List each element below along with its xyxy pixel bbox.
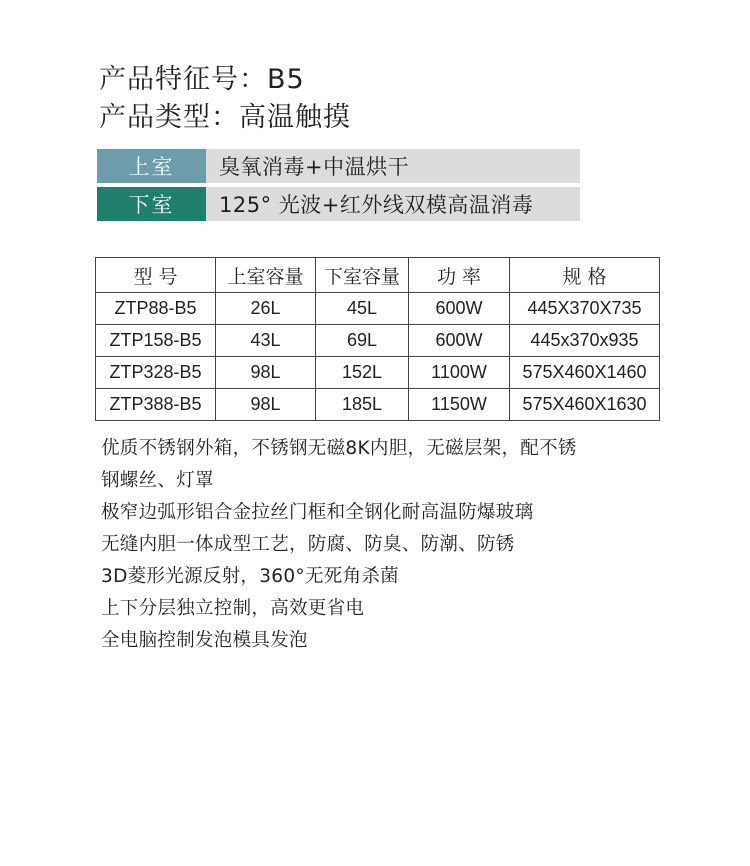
feature-line: 优质不锈钢外箱，不锈钢无磁8K内胆，无磁层架，配不锈 (101, 438, 577, 459)
cell-power: 600W (409, 293, 510, 325)
feature-line: 极窄边弧形铝合金拉丝门框和全钢化耐高温防爆玻璃 (101, 502, 534, 523)
header-dimensions: 规 格 (510, 258, 660, 293)
cell-lower-capacity: 185L (316, 389, 409, 421)
cell-lower-capacity: 45L (316, 293, 409, 325)
cell-model: ZTP388-B5 (96, 389, 216, 421)
upper-chamber-tag: 上室 (97, 149, 206, 183)
header-upper-capacity: 上室容量 (216, 258, 316, 293)
upper-chamber-bar (97, 149, 580, 183)
feature-line: 全电脑控制发泡模具发泡 (101, 630, 308, 651)
cell-upper-capacity: 43L (216, 325, 316, 357)
cell-power: 600W (409, 325, 510, 357)
table-row (96, 293, 660, 325)
cell-power: 1100W (409, 357, 510, 389)
cell-lower-capacity: 152L (316, 357, 409, 389)
lower-chamber-description: 125° 光波+红外线双模高温消毒 (219, 193, 534, 217)
cell-model: ZTP328-B5 (96, 357, 216, 389)
table-row (96, 357, 660, 389)
feature-code-title: 产品特征号：B5 (99, 64, 305, 95)
header-model: 型 号 (96, 258, 216, 293)
lower-chamber-tag: 下室 (97, 187, 206, 221)
header-lower-capacity: 下室容量 (316, 258, 409, 293)
cell-dimensions: 575X460X1630 (510, 389, 660, 421)
spec-table-header-row (96, 258, 660, 293)
table-row (96, 325, 660, 357)
cell-lower-capacity: 69L (316, 325, 409, 357)
lower-chamber-bar (97, 187, 580, 221)
cell-upper-capacity: 98L (216, 357, 316, 389)
cell-power: 1150W (409, 389, 510, 421)
header-power: 功 率 (409, 258, 510, 293)
table-row (96, 389, 660, 421)
cell-model: ZTP88-B5 (96, 293, 216, 325)
spec-table (95, 257, 660, 421)
feature-line: 3D菱形光源反射，360°无死角杀菌 (101, 566, 399, 587)
cell-model: ZTP158-B5 (96, 325, 216, 357)
cell-upper-capacity: 98L (216, 389, 316, 421)
feature-line: 上下分层独立控制，高效更省电 (101, 598, 365, 619)
feature-line: 无缝内胆一体成型工艺，防腐、防臭、防潮、防锈 (101, 534, 515, 555)
cell-dimensions: 445X370X735 (510, 293, 660, 325)
upper-chamber-description: 臭氧消毒+中温烘干 (219, 155, 410, 179)
feature-list (101, 433, 681, 657)
feature-line: 钢螺丝、灯罩 (101, 470, 214, 491)
product-type-title: 产品类型：高温触摸 (99, 102, 351, 133)
cell-upper-capacity: 26L (216, 293, 316, 325)
cell-dimensions: 575X460X1460 (510, 357, 660, 389)
cell-dimensions: 445x370x935 (510, 325, 660, 357)
